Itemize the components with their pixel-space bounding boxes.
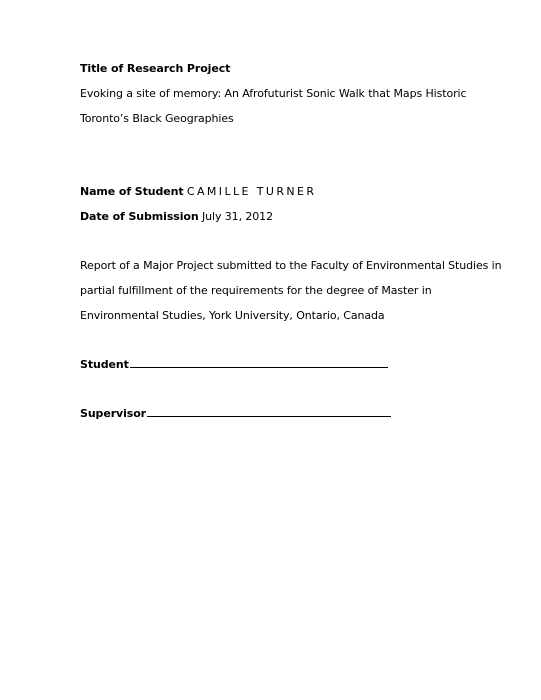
report-line-2: partial fulfillment of the requirements for the degree of Master in <box>80 284 432 297</box>
submission-date-value: July 31, 2012 <box>202 210 273 223</box>
report-line-1: Report of a Major Project submitted to the Faculty of Environmental Studies in <box>80 259 502 272</box>
student-name-label: Name of Student <box>80 185 184 198</box>
report-line-3: Environmental Studies, York University, Ontario, Canada <box>80 309 385 322</box>
student-signature-label: Student <box>80 358 129 371</box>
submission-date-row <box>80 210 273 224</box>
supervisor-signature-line <box>147 406 391 417</box>
title-line-1: Evoking a site of memory: An Afrofuturist Sonic Walk that Maps Historic <box>80 87 467 100</box>
submission-date-label: Date of Submission <box>80 210 199 223</box>
student-name-value: CAMILLE TURNER <box>186 185 317 198</box>
student-signature-row <box>80 357 388 372</box>
supervisor-signature-label: Supervisor <box>80 407 146 420</box>
title-line-2: Toronto’s Black Geographies <box>80 112 234 125</box>
student-name-row <box>80 185 316 199</box>
supervisor-signature-row <box>80 406 391 421</box>
title-label: Title of Research Project <box>80 62 231 75</box>
student-signature-line <box>130 357 388 368</box>
